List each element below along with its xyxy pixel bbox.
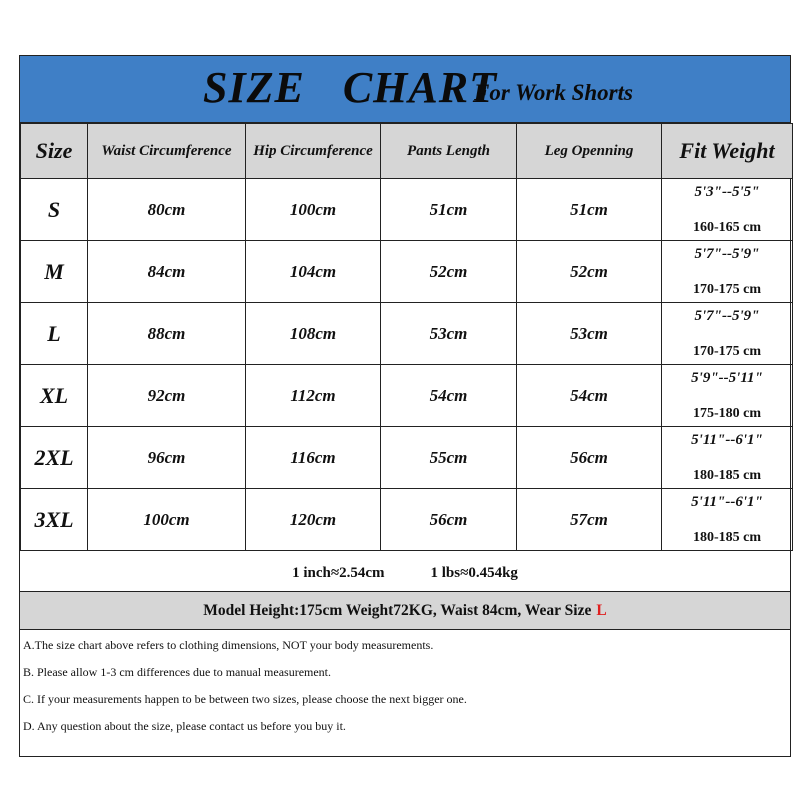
hip-cell: 104cm [246, 241, 381, 303]
hip-cell: 112cm [246, 365, 381, 427]
table-row [21, 489, 793, 551]
leg-cell: 57cm [517, 489, 662, 551]
header-length: Pants Length [381, 124, 517, 179]
size-table [20, 123, 793, 551]
size-cell: 3XL [21, 489, 88, 551]
size-cell: S [21, 179, 88, 241]
lbs-conversion: 1 lbs≈0.454kg [430, 564, 518, 581]
model-text: Model Height:175cm Weight72KG, Waist 84cm, Wear Size [203, 601, 592, 619]
fit-height: 5'7"--5'9" [694, 245, 760, 262]
note-item: B. Please allow 1-3 cm differences due to manual measurement. [23, 665, 332, 679]
waist-cell: 88cm [88, 303, 246, 365]
table-row [21, 303, 793, 365]
header-waist: Waist Circumference [88, 124, 246, 179]
size-cell: L [21, 303, 88, 365]
leg-cell: 56cm [517, 427, 662, 489]
header-fit-weight: Fit Weight [662, 124, 793, 179]
waist-cell: 80cm [88, 179, 246, 241]
hip-cell: 116cm [246, 427, 381, 489]
size-cell: XL [21, 365, 88, 427]
waist-cell: 84cm [88, 241, 246, 303]
note-item: C. If your measurements happen to be between two sizes, please choose the next bigger one. [23, 692, 467, 706]
hip-cell: 108cm [246, 303, 381, 365]
fit-cell [662, 489, 793, 551]
note-item: D. Any question about the size, please contact us before you buy it. [23, 719, 346, 733]
fit-cell [662, 303, 793, 365]
fit-cell [662, 365, 793, 427]
leg-cell: 52cm [517, 241, 662, 303]
table-header-row [21, 124, 793, 179]
length-cell: 52cm [381, 241, 517, 303]
leg-cell: 51cm [517, 179, 662, 241]
chart-subtitle: For Work Shorts [474, 80, 633, 105]
fit-height: 5'9"--5'11" [691, 369, 763, 386]
length-cell: 55cm [381, 427, 517, 489]
chart-title: SIZE CHART [203, 63, 497, 112]
leg-cell: 54cm [517, 365, 662, 427]
fit-cell [662, 241, 793, 303]
waist-cell: 92cm [88, 365, 246, 427]
length-cell: 51cm [381, 179, 517, 241]
fit-height: 5'7"--5'9" [694, 307, 760, 324]
fit-height: 5'11"--6'1" [691, 493, 763, 510]
waist-cell: 100cm [88, 489, 246, 551]
table-row [21, 365, 793, 427]
fit-height: 5'3"--5'5" [694, 183, 760, 200]
title-bar [20, 56, 790, 123]
model-size: L [596, 601, 607, 619]
inch-conversion: 1 inch≈2.54cm [292, 564, 385, 581]
header-hip: Hip Circumference [246, 124, 381, 179]
fit-cm: 175-180 cm [692, 405, 762, 421]
table-row [21, 179, 793, 241]
fit-cm: 170-175 cm [692, 343, 762, 359]
leg-cell: 53cm [517, 303, 662, 365]
model-info [20, 592, 790, 630]
fit-height: 5'11"--6'1" [691, 431, 763, 448]
table-row [21, 241, 793, 303]
hip-cell: 120cm [246, 489, 381, 551]
note-item: A.The size chart above refers to clothing dimensions, NOT your body measurements. [23, 638, 434, 652]
notes-list [23, 632, 783, 740]
fit-cell [662, 427, 793, 489]
conversion-row [20, 555, 790, 592]
header-leg: Leg Openning [517, 124, 662, 179]
size-chart-frame [19, 55, 791, 757]
hip-cell: 100cm [246, 179, 381, 241]
length-cell: 56cm [381, 489, 517, 551]
waist-cell: 96cm [88, 427, 246, 489]
fit-cm: 160-165 cm [692, 219, 762, 235]
fit-cell [662, 179, 793, 241]
fit-cm: 180-185 cm [692, 467, 762, 483]
length-cell: 53cm [381, 303, 517, 365]
fit-cm: 180-185 cm [692, 529, 762, 545]
size-cell: 2XL [21, 427, 88, 489]
fit-cm: 170-175 cm [692, 281, 762, 297]
table-row [21, 427, 793, 489]
length-cell: 54cm [381, 365, 517, 427]
header-size: Size [21, 124, 88, 179]
size-cell: M [21, 241, 88, 303]
